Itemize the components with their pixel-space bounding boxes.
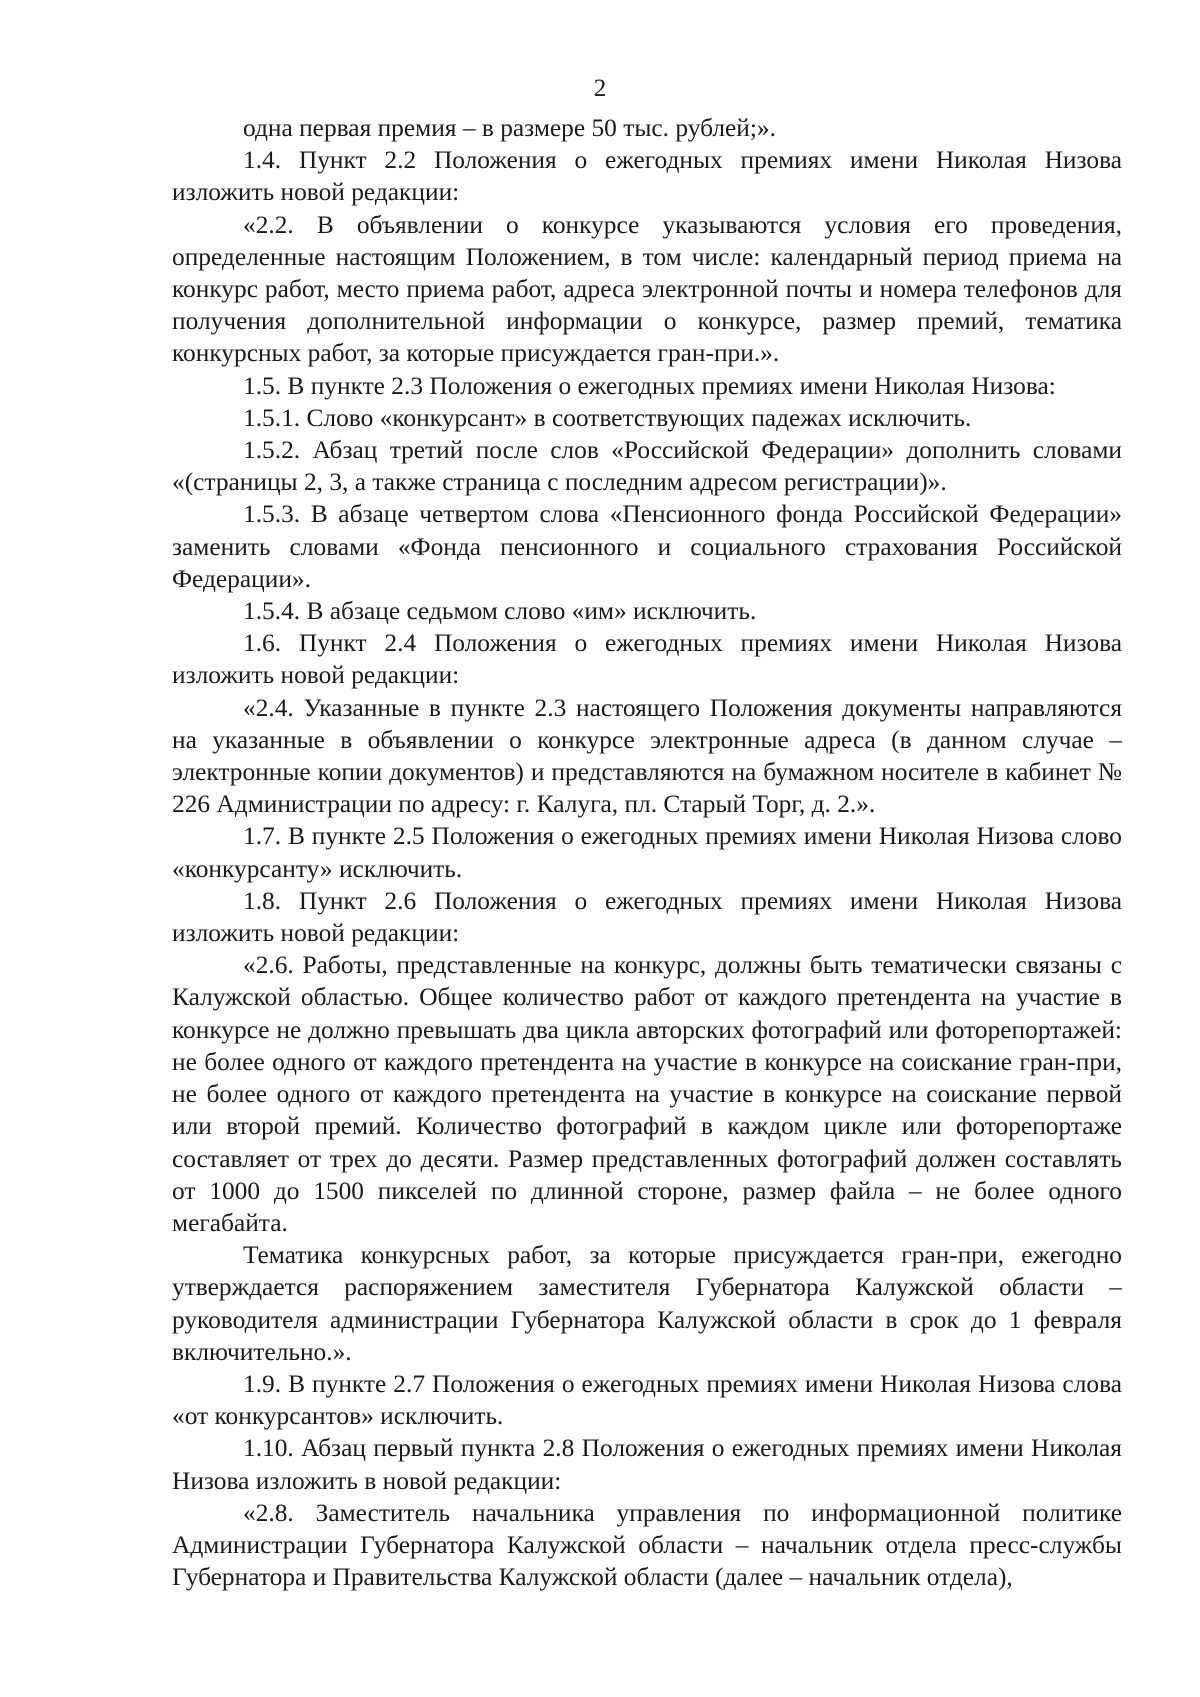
paragraph: 1.5.3. В абзаце четвертом слова «Пенсионного фонда Российской Федерации» заменить словами «Фонда пенсионного и социального страхования Российской Федерации». (172, 500, 1122, 593)
paragraph: 1.9. В пункте 2.7 Положения о ежегодных премиях имени Николая Низова слова «от конкурсантов» исключить. (172, 1369, 1122, 1431)
paragraph: 1.5.4. В абзаце седьмом слово «им» исключить. (243, 597, 757, 626)
paragraph: 1.4. Пункт 2.2 Положения о ежегодных премиях имени Николая Низова изложить новой редакции: (172, 146, 1122, 207)
paragraph: 1.7. В пункте 2.5 Положения о ежегодных премиях имени Николая Низова слово «конкурсанту» исключить. (172, 822, 1122, 883)
paragraph: 1.10. Абзац первый пункта 2.8 Положения о ежегодных премиях имени Николая Низова изложить в новой редакции: (172, 1434, 1122, 1495)
paragraph: 1.5. В пункте 2.3 Положения о ежегодных премиях имени Николая Низова: (243, 371, 1056, 400)
paragraph: «2.4. Указанные в пункте 2.3 настоящего Положения документы направляются на указанные в объявлении о конкурсе электронные адреса (в данном случае – электронные копии документов) и представляются на бумажном носителе в кабинет № 226 Администрации по адресу: г. Калуга, пл. Старый Торг, д. 2.». (172, 693, 1122, 819)
paragraph: одна первая премия – в размере 50 тыс. рублей;». (243, 114, 776, 142)
paragraph: 1.5.2. Абзац третий после слов «Российской Федерации» дополнить словами «(страницы 2, 3, а также страница с последним адресом регистрации)». (172, 436, 1122, 497)
paragraph: 1.8. Пункт 2.6 Положения о ежегодных премиях имени Николая Низова изложить новой редакции: (172, 886, 1122, 948)
paragraph: «2.6. Работы, представленные на конкурс, должны быть тематически связаны с Калужской областью. Общее количество работ от каждого претендента на участие в конкурсе не должно превышать два цикла авторских фотографий или фоторепортажей: не более одного от каждого претендента на участие в конкурсе на соискание гран-при, не более одного от каждого претендента на участие в конкурсе на соискание первой или второй премий. Количество фотографий в каждом цикле или фоторепортаже составляет от трех до десяти. Размер представленных фотографий должен составлять от 1000 до 1500 пикселей по длинной стороне, размер файла – не более одного мегабайта. (172, 951, 1122, 1237)
document-body (172, 112, 1122, 1593)
paragraph: Тематика конкурсных работ, за которые присуждается гран-при, ежегодно утверждается распоряжением заместителя Губернатора Калужской области – руководителя администрации Губернатора Калужской области в срок до 1 февраля включительно.». (172, 1241, 1122, 1366)
page-number: 2 (593, 75, 607, 102)
paragraph: 1.6. Пункт 2.4 Положения о ежегодных премиях имени Николая Низова изложить новой редакции: (172, 629, 1122, 690)
paragraph: «2.2. В объявлении о конкурсе указываются условия его проведения, определенные настоящим Положением, в том числе: календарный период приема на конкурс работ, место приема работ, адреса электронной почты и номера телефонов для получения дополнительной информации о конкурсе, размер премий, тематика конкурсных работ, за которые присуждается гран-при.». (172, 210, 1122, 368)
paragraph: 1.5.1. Слово «конкурсант» в соответствующих падежах исключить. (243, 403, 972, 432)
paragraph: «2.8. Заместитель начальника управления по информационной политике Администрации Губернатора Калужской области – начальник отдела пресс-службы Губернатора и Правительства Калужской области (далее – начальник отдела), (172, 1498, 1122, 1592)
